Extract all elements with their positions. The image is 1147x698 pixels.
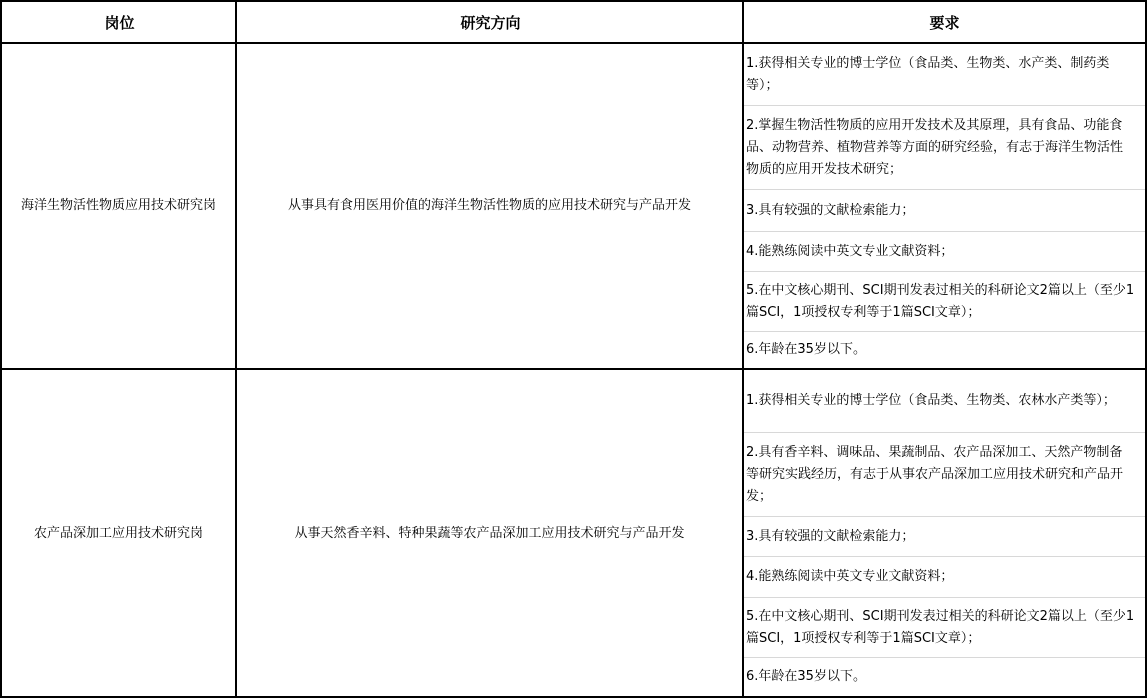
requirement-item: 5.在中文核心期刊、SCI期刊发表过相关的科研论文2篇以上（至少1篇SCI，1项授权专利等于1篇SCI文章）； xyxy=(744,271,1145,331)
requirement-item: 4.能熟练阅读中英文专业文献资料； xyxy=(744,231,1145,271)
requirement-item: 6.年龄在35岁以下。 xyxy=(744,657,1145,696)
requirement-item: 2.掌握生物活性物质的应用开发技术及其原理，具有食品、功能食品、动物营养、植物营养等方面的研究经验，有志于海洋生物活性物质的应用开发技术研究； xyxy=(744,105,1145,189)
section-2-requirements xyxy=(744,370,1145,698)
section-1-requirements xyxy=(744,44,1145,368)
requirement-item: 3.具有较强的文献检索能力； xyxy=(744,189,1145,231)
requirement-item: 3.具有较强的文献检索能力； xyxy=(744,516,1145,556)
header-requirements: 要求 xyxy=(929,13,960,32)
requirement-item: 6.年龄在35岁以下。 xyxy=(744,331,1145,368)
requirement-item: 5.在中文核心期刊、SCI期刊发表过相关的科研论文2篇以上（至少1篇SCI，1项授权专利等于1篇SCI文章）； xyxy=(744,597,1145,657)
requirement-item: 2.具有香辛料、调味品、果蔬制品、农产品深加工、天然产物制备等研究实践经历，有志于从事农产品深加工应用技术研究和产品开发； xyxy=(744,432,1145,516)
header-research-direction: 研究方向 xyxy=(460,13,521,32)
requirement-item: 1.获得相关专业的博士学位（食品类、生物类、农林水产类等）； xyxy=(746,393,1116,408)
header-position: 岗位 xyxy=(104,13,135,32)
requirement-item: 4.能熟练阅读中英文专业文献资料； xyxy=(744,556,1145,597)
section-1-direction: 从事具有食用医用价值的海洋生物活性物质的应用技术研究与产品开发 xyxy=(287,198,691,213)
section-1-position: 海洋生物活性物质应用技术研究岗 xyxy=(20,198,216,213)
section-2-position: 农产品深加工应用技术研究岗 xyxy=(33,526,203,541)
requirement-item: 1.获得相关专业的博士学位（食品类、生物类、水产类、制药类等）； xyxy=(746,55,1110,93)
section-2-direction: 从事天然香辛料、特种果蔬等农产品深加工应用技术研究与产品开发 xyxy=(294,526,685,541)
